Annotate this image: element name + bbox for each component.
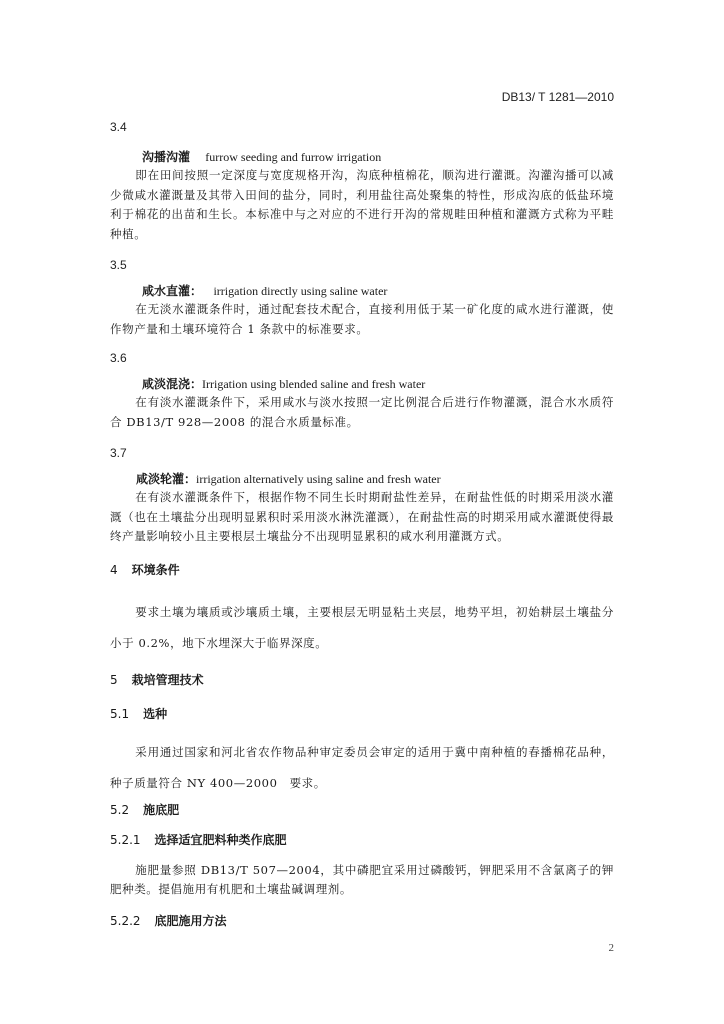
section-number: 4 bbox=[110, 562, 118, 577]
term-zh: 咸淡轮灌： bbox=[136, 472, 197, 486]
page-number: 2 bbox=[608, 942, 614, 954]
term-title bbox=[110, 148, 614, 166]
subsection-title: 底肥施用方法 bbox=[154, 913, 227, 928]
section-paragraph: 施肥量参照 DB13/T 507—2004，其中磷肥宜采用过磷酸钙，钾肥采用不含氯离子的钾肥种类。提倡施用有机肥和土壤盐碱调理剂。 bbox=[110, 862, 614, 896]
subsection-title: 施底肥 bbox=[143, 802, 180, 817]
standard-code: DB13/ T 1281—2010 bbox=[501, 90, 614, 104]
subsection-title: 选择适宜肥料种类作底肥 bbox=[154, 832, 287, 847]
clause-number: 3.7 bbox=[110, 446, 127, 460]
term-definition: 在有淡水灌溉条件下，采用咸水与淡水按照一定比例混合后进行作物灌溉，混合水水质符合 DB13/T 928—2008 的混合水质量标准。 bbox=[110, 395, 614, 429]
section-heading bbox=[110, 561, 614, 579]
term-title bbox=[110, 375, 614, 393]
subsection-number: 5.2.1 bbox=[110, 832, 141, 847]
subsection-heading bbox=[110, 831, 614, 849]
term-definition: 即在田间按照一定深度与宽度规格开沟，沟底种植棉花，顺沟进行灌溉。沟灌沟播可以减少微咸水灌溉量及其带入田间的盐分，同时，利用盐往高处聚集的特性，形成沟底的低盐环境利于棉花的出苗和生长。本标准中与之对应的不进行开沟的常规畦田种植和灌溉方式称为平畦种植。 bbox=[110, 168, 614, 241]
subsection-heading bbox=[110, 705, 614, 723]
subsection-heading bbox=[110, 912, 614, 930]
term-en: Irrigation using blended saline and fresh water bbox=[202, 377, 426, 391]
clause-number: 3.6 bbox=[110, 351, 127, 365]
term-definition: 在有淡水灌溉条件下，根据作物不同生长时期耐盐性差异，在耐盐性低的时期采用淡水灌溉（也在土壤盐分出现明显累积时采用淡水淋洗灌溉），在耐盐性高的时期采用咸水灌溉使得最终产量影响较小且主要根层土壤盐分不出现明显累积的咸水利用灌溉方式。 bbox=[110, 490, 614, 543]
subsection-heading bbox=[110, 801, 614, 819]
clause-number: 3.4 bbox=[110, 120, 127, 134]
section-heading bbox=[110, 671, 614, 689]
subsection-number: 5.2.2 bbox=[110, 913, 141, 928]
term-definition: 在无淡水灌溉条件时，通过配套技术配合，直接利用低于某一矿化度的咸水进行灌溉，使作物产量和土壤环境符合 1 条款中的标准要求。 bbox=[110, 302, 614, 336]
section-title: 栽培管理技术 bbox=[131, 672, 204, 687]
section-title: 环境条件 bbox=[131, 562, 180, 577]
term-title bbox=[110, 470, 614, 488]
term-zh: 咸淡混浇： bbox=[142, 377, 203, 391]
term-zh: 咸水直灌： bbox=[142, 284, 203, 298]
term-title bbox=[110, 282, 614, 300]
section-paragraph: 采用通过国家和河北省农作物品种审定委员会审定的适用于冀中南种植的春播棉花品种，种子质量符合 NY 400—2000 要求。 bbox=[110, 744, 614, 790]
subsection-title: 选种 bbox=[143, 706, 168, 721]
section-number: 5 bbox=[110, 672, 118, 687]
term-en: furrow seeding and furrow irrigation bbox=[205, 150, 382, 164]
document-body bbox=[110, 118, 614, 930]
subsection-number: 5.1 bbox=[110, 706, 130, 721]
subsection-number: 5.2 bbox=[110, 802, 130, 817]
term-en: irrigation alternatively using saline and fresh water bbox=[196, 472, 441, 486]
term-en: irrigation directly using saline water bbox=[213, 284, 388, 298]
term-zh: 沟播沟灌 bbox=[142, 150, 191, 164]
clause-number: 3.5 bbox=[110, 258, 127, 272]
section-paragraph: 要求土壤为壤质或沙壤质土壤，主要根层无明显粘土夹层，地势平坦，初始耕层土壤盐分小于 0.2%，地下水埋深大于临界深度。 bbox=[110, 604, 614, 650]
